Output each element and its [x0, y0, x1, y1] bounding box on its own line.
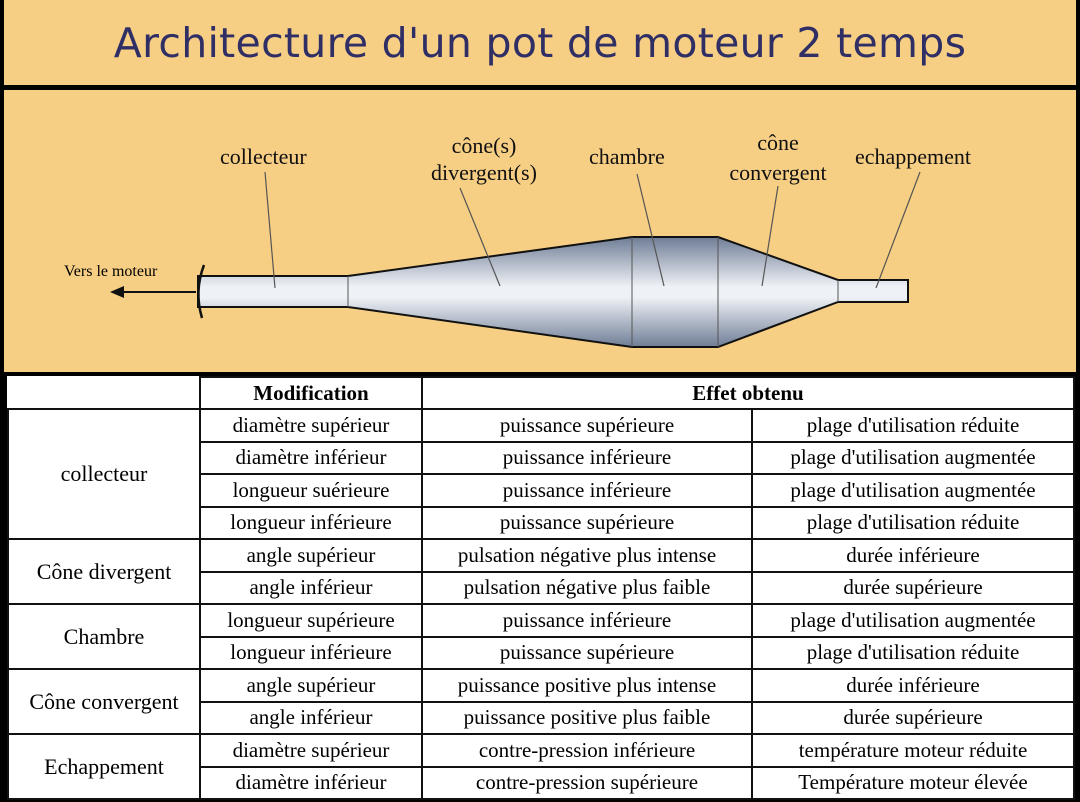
leader-collecteur [265, 172, 275, 288]
cell-effect-2: durée inférieure [752, 669, 1074, 702]
cell-effect-1: puissance inférieure [422, 474, 752, 507]
table-row [8, 734, 1074, 767]
table-row [8, 604, 1074, 637]
label-cone-divergent-line2: divergent(s) [431, 160, 537, 185]
cell-effect-2: plage d'utilisation augmentée [752, 442, 1074, 475]
table-row [8, 669, 1074, 702]
group-label-echappement: Echappement [8, 734, 200, 799]
cell-modification: angle supérieur [200, 539, 422, 572]
effects-table-container [7, 376, 1073, 800]
label-echappement: echappement [855, 144, 972, 169]
cell-modification: diamètre inférieur [200, 442, 422, 475]
cell-effect-2: durée supérieure [752, 572, 1074, 605]
cell-effect-1: puissance positive plus intense [422, 669, 752, 702]
label-vers-le-moteur: Vers le moteur [64, 263, 158, 280]
label-cone-divergent-line1: cône(s) [451, 133, 517, 158]
cell-effect-1: puissance supérieure [422, 637, 752, 670]
cell-effect-1: puissance positive plus faible [422, 702, 752, 735]
cell-modification: angle inférieur [200, 572, 422, 605]
cell-effect-1: pulsation négative plus intense [422, 539, 752, 572]
cell-modification: longueur suérieure [200, 474, 422, 507]
cell-effect-2: durée supérieure [752, 702, 1074, 735]
cell-effect-2: plage d'utilisation réduite [752, 637, 1074, 670]
table-row [8, 539, 1074, 572]
exhaust-diagram-panel [4, 90, 1076, 372]
cell-effect-1: puissance supérieure [422, 507, 752, 540]
effects-table [7, 376, 1075, 800]
cell-effect-1: pulsation négative plus faible [422, 572, 752, 605]
page-title: Architecture d'un pot de moteur 2 temps [113, 18, 967, 67]
exhaust-pipe-body [198, 237, 908, 347]
group-label-cone-divergent: Cône divergent [8, 539, 200, 604]
table-header-row [8, 377, 1074, 409]
cell-modification: longueur inférieure [200, 637, 422, 670]
cell-effect-2: durée inférieure [752, 539, 1074, 572]
cell-modification: longueur supérieure [200, 604, 422, 637]
cell-effect-2: plage d'utilisation augmentée [752, 474, 1074, 507]
cell-effect-1: puissance inférieure [422, 604, 752, 637]
cell-effect-2: température moteur réduite [752, 734, 1074, 767]
cell-effect-2: Température moteur élevée [752, 767, 1074, 800]
arrow-left-icon [110, 286, 124, 298]
header-effet-obtenu: Effet obtenu [422, 377, 1074, 409]
cell-effect-2: plage d'utilisation réduite [752, 507, 1074, 540]
header-modification: Modification [200, 377, 422, 409]
cell-effect-1: puissance supérieure [422, 409, 752, 442]
group-label-collecteur: collecteur [8, 409, 200, 539]
header-empty-cell [8, 377, 200, 409]
label-cone-convergent-line1: cône [757, 130, 799, 155]
group-label-cone-convergent: Cône convergent [8, 669, 200, 734]
cell-effect-1: puissance inférieure [422, 442, 752, 475]
cell-effect-2: plage d'utilisation réduite [752, 409, 1074, 442]
label-chambre: chambre [589, 144, 665, 169]
cell-modification: angle supérieur [200, 669, 422, 702]
cell-modification: angle inférieur [200, 702, 422, 735]
label-cone-convergent-line2: convergent [729, 160, 827, 185]
cell-modification: diamètre supérieur [200, 734, 422, 767]
group-label-chambre: Chambre [8, 604, 200, 669]
exhaust-pipe-diagram [0, 0, 1080, 380]
leader-echappement [876, 172, 920, 288]
cell-effect-1: contre-pression inférieure [422, 734, 752, 767]
label-collecteur: collecteur [220, 144, 307, 169]
cell-modification: diamètre supérieur [200, 409, 422, 442]
cell-modification: longueur inférieure [200, 507, 422, 540]
table-row [8, 409, 1074, 442]
cell-modification: diamètre inférieur [200, 767, 422, 800]
cell-effect-1: contre-pression supérieure [422, 767, 752, 800]
cell-effect-2: plage d'utilisation augmentée [752, 604, 1074, 637]
